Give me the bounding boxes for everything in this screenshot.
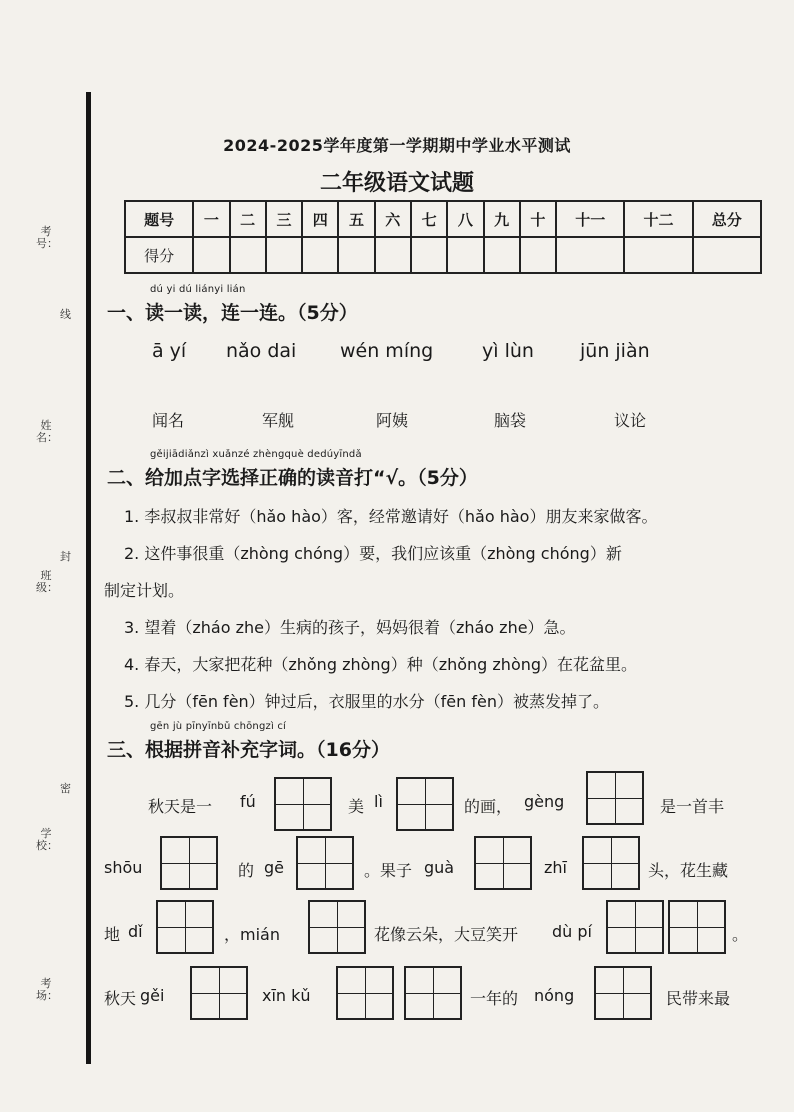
fill-pinyin: gèng [524,792,565,811]
class-label [36,570,56,594]
score-cell: 三 [266,201,302,237]
section2-title: 二、给加点字选择正确的读音打“√。（5分） [107,467,478,489]
match-word-1[interactable]: 闻名 [152,411,185,430]
fill-pinyin: fú [240,792,256,811]
name-label [36,420,56,444]
tian-grid-box[interactable] [582,836,640,890]
match-word-2[interactable]: 军舰 [262,411,295,430]
exam-room-label [36,978,56,1002]
exam-number-label [36,226,56,250]
score-blank[interactable] [375,237,411,273]
score-cell: 十二 [624,201,692,237]
score-cell: 八 [447,201,483,237]
score-table-score-row [125,237,761,273]
score-cell: 五 [338,201,374,237]
tian-grid-box[interactable] [396,777,454,831]
fill-text: 秋天是一 [148,797,213,816]
name-text: 姓名： [36,419,58,444]
fill-pinyin: gē [264,858,284,877]
match-word-5[interactable]: 议论 [614,411,647,430]
section2-title-pinyin: gěijiādiǎnzì xuǎnzé zhèngquè dedúyīndǎ [150,449,362,460]
tian-grid-box[interactable] [296,836,354,890]
fill-pinyin: nóng [534,986,575,1005]
fill-text: 一年的 [470,989,519,1008]
school-text: 学校： [36,827,58,852]
school-label [36,828,56,852]
class-text: 班级： [36,569,58,594]
fill-text: 是一首丰 [660,797,725,816]
tian-grid-box[interactable] [336,966,394,1020]
score-cell: 九 [484,201,520,237]
score-cell: 四 [302,201,338,237]
score-blank[interactable] [338,237,374,273]
question-2-1: 1. 李叔叔非常好（hǎo hào）客，经常邀请好（hǎo hào）朋友来家做客。 [124,507,658,526]
fill-text: 头，花生藏 [648,861,729,880]
exam-room-text: 考场： [36,977,58,1002]
question-2-2-cont: 制定计划。 [104,581,185,600]
tian-grid-box[interactable] [156,900,214,954]
score-row-label: 得分 [125,237,193,273]
score-table [124,200,762,274]
score-cell: 七 [411,201,447,237]
fill-pinyin: ，mián [224,925,280,944]
section3-title-pinyin: gēn jù pīnyīnbǔ chōngzì cí [150,721,286,732]
fill-text: 的画， [464,797,513,816]
question-2-5: 5. 几分（fēn fèn）钟过后，衣服里的水分（fēn fèn）被蒸发掉了。 [124,692,609,711]
seal-line-char: 线 [60,308,71,321]
tian-grid-box[interactable] [594,966,652,1020]
score-blank[interactable] [624,237,692,273]
section3-title: 三、根据拼音补充字词。（16分） [107,739,390,761]
tian-grid-box[interactable] [160,836,218,890]
tian-grid-box[interactable] [274,777,332,831]
match-word-3[interactable]: 阿姨 [376,411,409,430]
tian-grid-box[interactable] [606,900,664,954]
match-pinyin-1[interactable]: ā yí [152,340,187,362]
score-blank[interactable] [411,237,447,273]
fill-text: 美 [348,797,365,816]
fill-pinyin: shōu [104,858,143,877]
score-blank[interactable] [484,237,520,273]
match-word-4[interactable]: 脑袋 [494,411,527,430]
fill-text: 花像云朵，大豆笑开 [374,925,519,944]
score-blank[interactable] [302,237,338,273]
section1-title-pinyin: dú yi dú liányi lián [150,284,246,295]
score-blank[interactable] [556,237,624,273]
score-blank[interactable] [230,237,266,273]
score-blank[interactable] [193,237,229,273]
fill-text: 秋天 [104,989,137,1008]
score-blank[interactable] [520,237,556,273]
score-blank[interactable] [693,237,761,273]
fill-text: 民带来最 [666,989,731,1008]
fill-pinyin: zhī [544,858,567,877]
fill-pinyin: dù pí [552,922,592,941]
tian-grid-box[interactable] [190,966,248,1020]
match-pinyin-5[interactable]: jūn jiàn [580,340,650,362]
exam-number-text: 考号： [36,225,58,250]
exam-header-line1: 2024-2025学年度第一学期期中学业水平测试 [223,136,571,155]
score-cell: 一 [193,201,229,237]
seal-mi-char: 密 [60,782,71,795]
score-cell: 十 [520,201,556,237]
fill-text: 地 [104,925,121,944]
fill-text: 。果子 [364,861,413,880]
tian-grid-box[interactable] [404,966,462,1020]
match-pinyin-3[interactable]: wén míng [340,340,434,362]
score-blank[interactable] [266,237,302,273]
fill-pinyin: xīn kǔ [262,986,311,1005]
score-blank[interactable] [447,237,483,273]
match-pinyin-2[interactable]: nǎo dai [226,340,297,362]
tian-grid-box[interactable] [474,836,532,890]
fill-pinyin: guà [424,858,455,877]
question-2-4: 4. 春天，大家把花种（zhǒng zhòng）种（zhǒng zhòng）在花盆里。 [124,655,638,674]
tian-grid-box[interactable] [668,900,726,954]
binding-line [86,92,91,1064]
score-cell: 题号 [125,201,193,237]
fill-text: 。 [732,925,749,944]
fill-text: 的 [238,861,255,880]
score-cell: 总分 [693,201,761,237]
question-2-3: 3. 望着（zháo zhe）生病的孩子，妈妈很着（zháo zhe）急。 [124,618,576,637]
exam-title: 二年级语文试题 [319,171,474,196]
score-cell: 六 [375,201,411,237]
section1-title: 一、读一读，连一连。（5分） [107,302,358,324]
tian-grid-box[interactable] [308,900,366,954]
fill-pinyin: gěi [140,986,165,1005]
question-2-2: 2. 这件事很重（zhòng chóng）要，我们应该重（zhòng chóng）新 [124,544,622,563]
match-pinyin-4[interactable]: yì lùn [482,340,534,362]
fill-pinyin: dǐ [128,922,143,941]
score-cell: 十一 [556,201,624,237]
tian-grid-box[interactable] [586,771,644,825]
score-cell: 二 [230,201,266,237]
seal-feng-char: 封 [60,550,71,563]
fill-pinyin: lì [374,792,383,811]
score-table-header-row [125,201,761,237]
